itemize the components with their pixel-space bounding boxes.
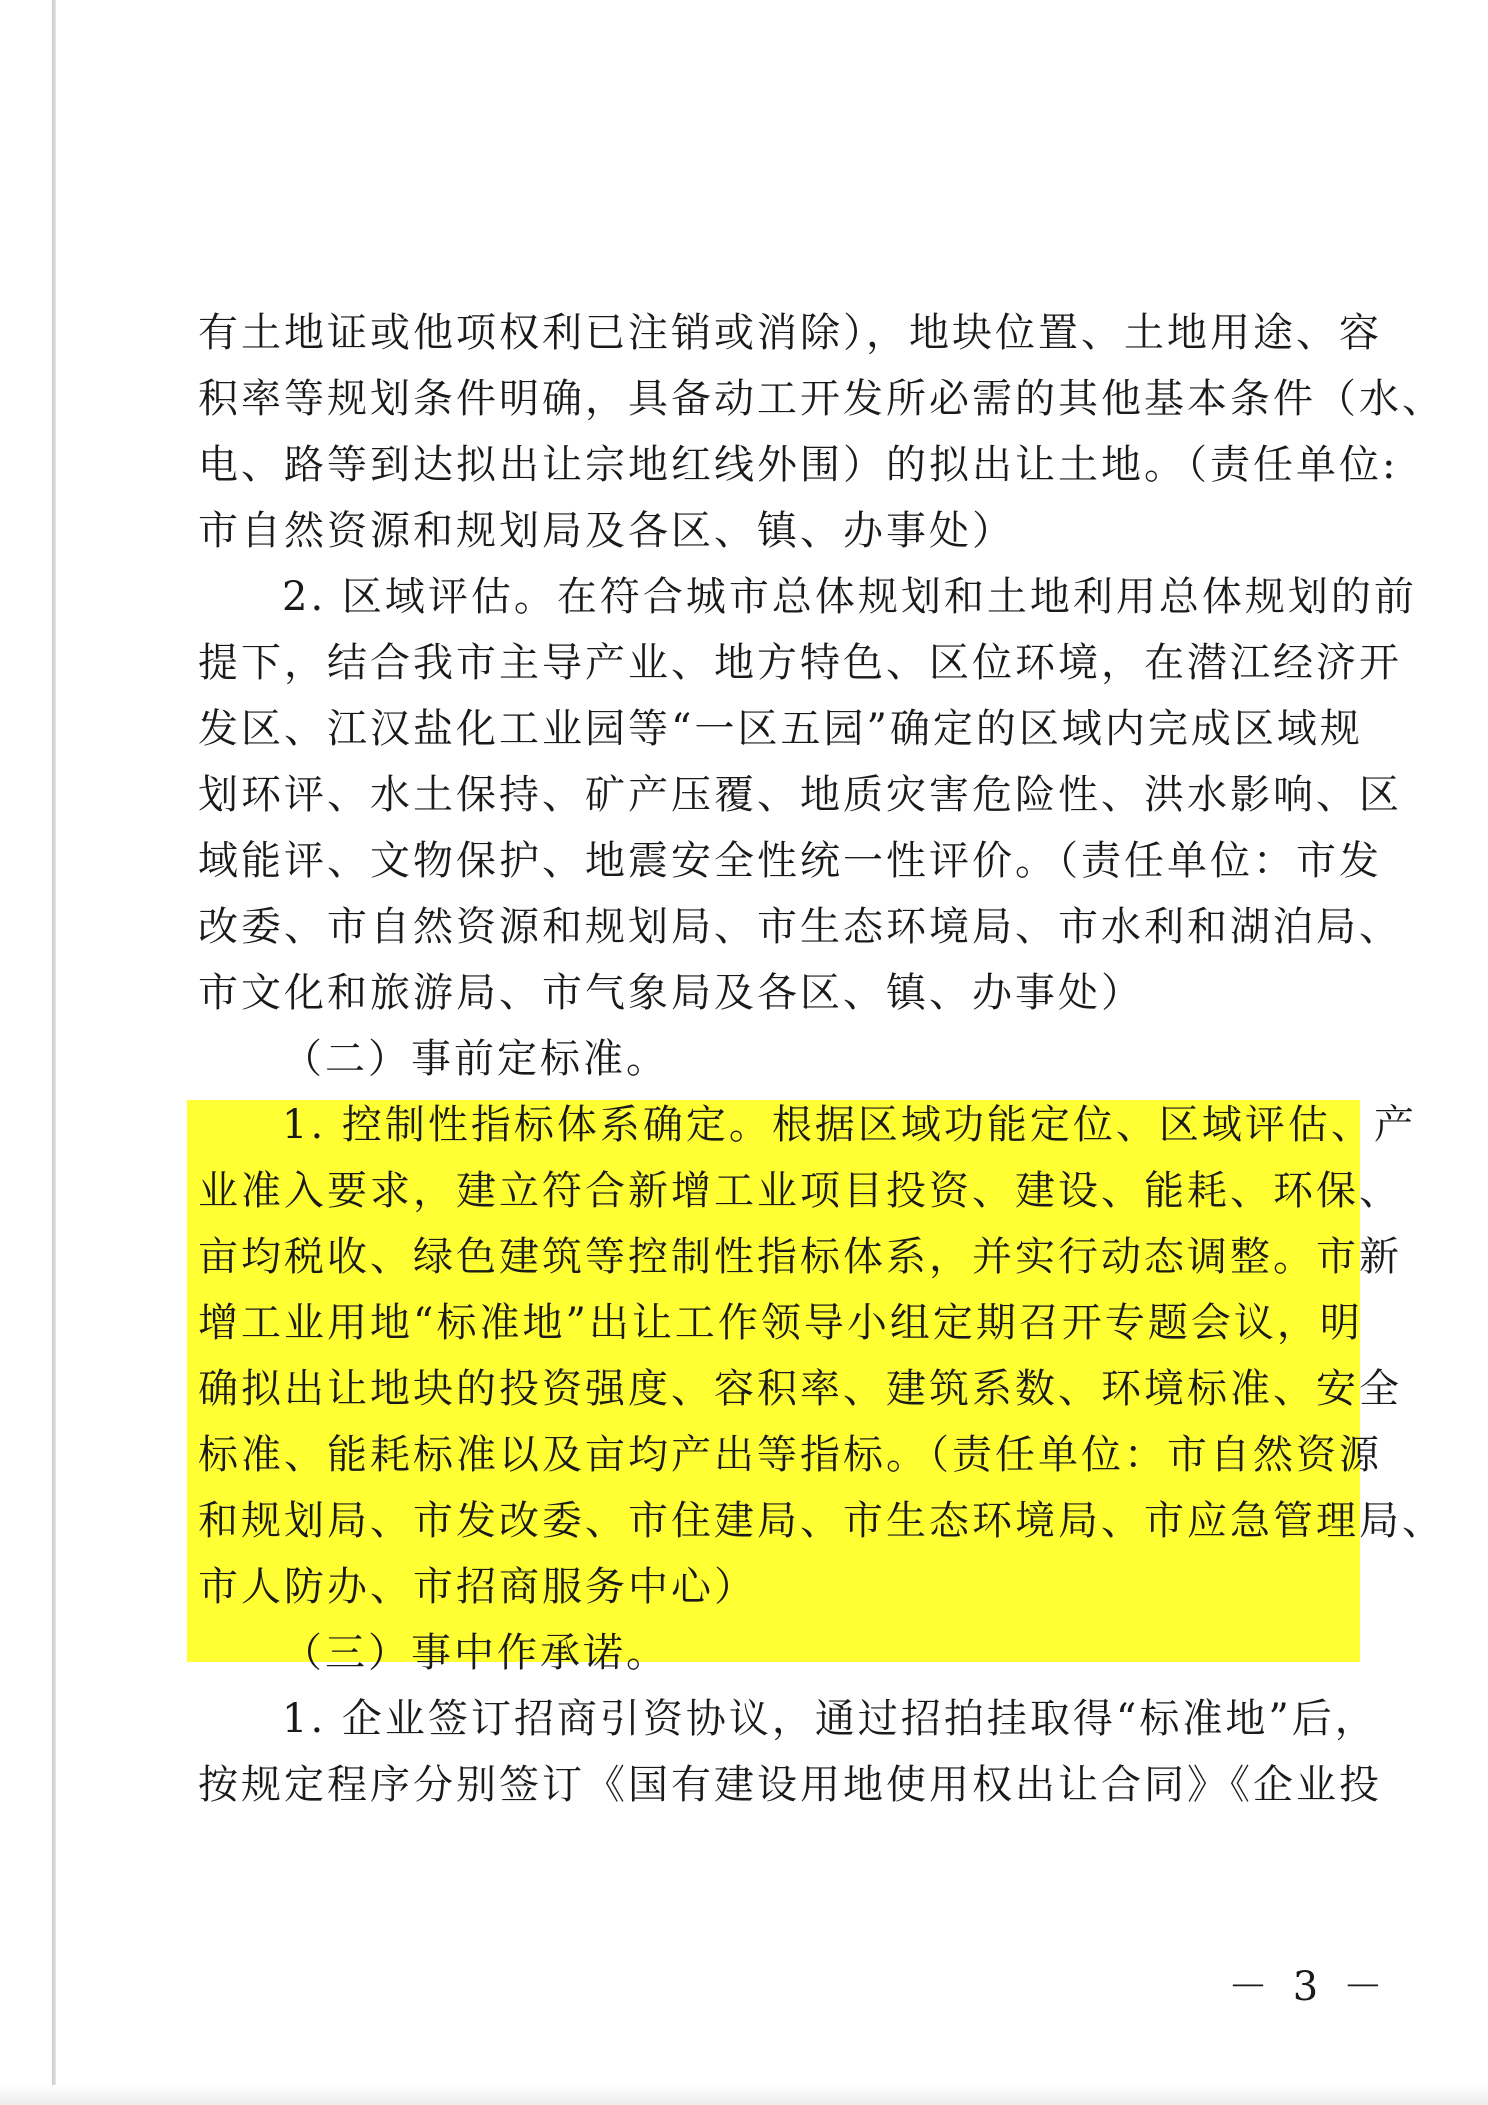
scan-left-edge	[52, 0, 56, 2105]
highlighted-line: 确拟出让地块的投资强度、容积率、建筑系数、环境标准、安全	[198, 1366, 1402, 1412]
text-line: 按规定程序分别签订《国有建设用地使用权出让合同》《企业投	[198, 1762, 1382, 1808]
highlighted-first-line: 1. 控制性指标体系确定。根据区域功能定位、区域评估、产	[282, 1102, 1417, 1148]
text-line: 改委、市自然资源和规划局、市生态环境局、市水利和湖泊局、	[198, 904, 1402, 950]
paragraph-first-line: 1. 企业签订招商引资协议，通过招拍挂取得“标准地”后，	[282, 1696, 1378, 1742]
highlighted-line: 增工业用地“标准地”出让工作领导小组定期召开专题会议，明	[198, 1300, 1363, 1346]
highlighted-line: 业准入要求，建立符合新增工业项目投资、建设、能耗、环保、	[198, 1168, 1402, 1214]
highlighted-line: 和规划局、市发改委、市住建局、市生态环境局、市应急管理局、	[198, 1498, 1445, 1544]
text-line: 有土地证或他项权利已注销或消除），地块位置、土地用途、容	[198, 310, 1382, 356]
scan-bottom-edge	[0, 2085, 1488, 2105]
text-line: 域能评、文物保护、地震安全性统一性评价。（责任单位：市发	[198, 838, 1382, 884]
highlighted-line: 亩均税收、绿色建筑等控制性指标体系，并实行动态调整。市新	[198, 1234, 1402, 1280]
page-number: － 3 －	[1228, 1964, 1389, 2010]
text-line: 市自然资源和规划局及各区、镇、办事处）	[198, 508, 1015, 554]
text-line: 市文化和旅游局、市气象局及各区、镇、办事处）	[198, 970, 1144, 1016]
text-line: 积率等规划条件明确，具备动工开发所必需的其他基本条件（水、	[198, 376, 1445, 422]
text-line: 电、路等到达拟出让宗地红线外围）的拟出让土地。（责任单位:	[198, 442, 1399, 488]
highlighted-line: 标准、能耗标准以及亩均产出等指标。（责任单位：市自然资源	[198, 1432, 1382, 1478]
text-line: 划环评、水土保持、矿产压覆、地质灾害危险性、洪水影响、区	[198, 772, 1402, 818]
text-line: 发区、江汉盐化工业园等“一区五园”确定的区域内完成区域规	[198, 706, 1363, 752]
paragraph-first-line: 2. 区域评估。在符合城市总体规划和土地利用总体规划的前	[282, 574, 1417, 620]
highlighted-line: 市人防办、市招商服务中心）	[198, 1564, 757, 1610]
section-heading: （三）事中作承诺。	[282, 1630, 669, 1676]
text-line: 提下，结合我市主导产业、地方特色、区位环境，在潜江经济开	[198, 640, 1402, 686]
document-body	[198, 300, 1445, 1818]
section-heading: （二）事前定标准。	[282, 1036, 669, 1082]
